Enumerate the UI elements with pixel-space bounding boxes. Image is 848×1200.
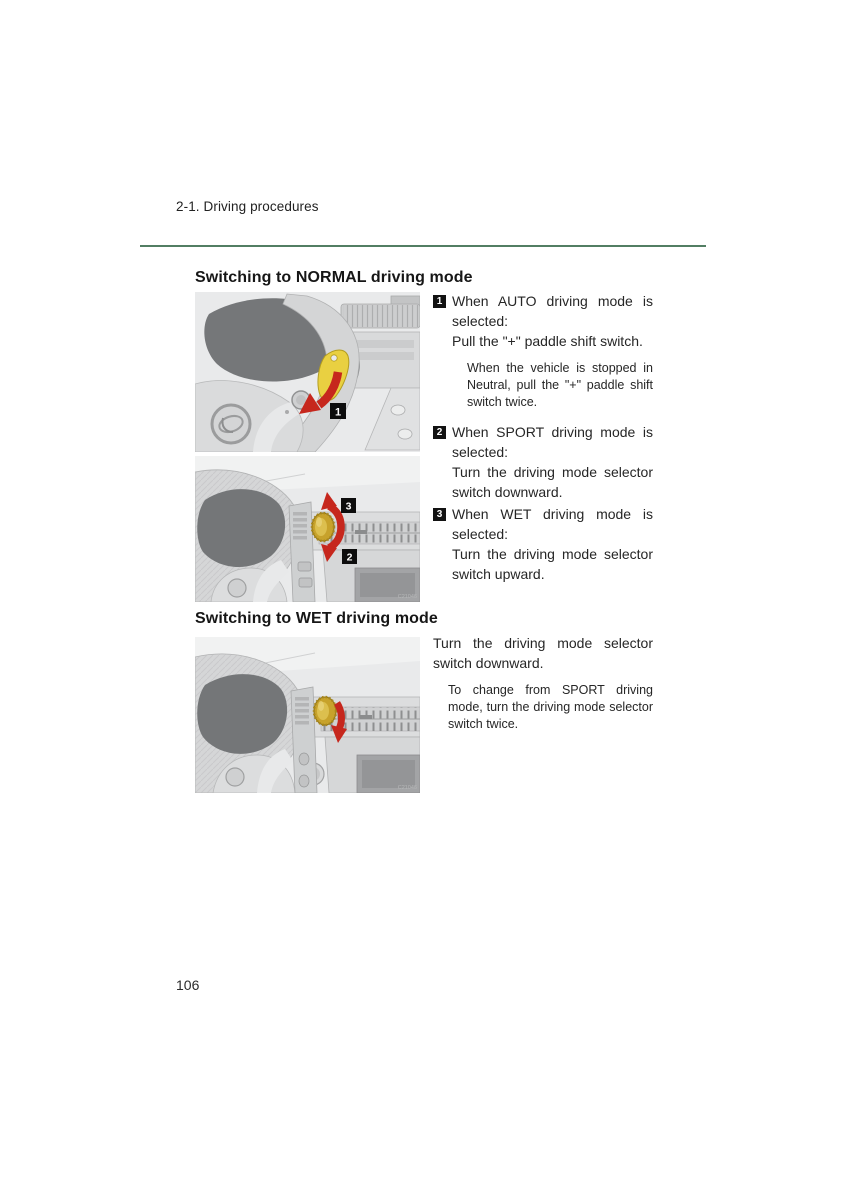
mode-selector-illustration	[195, 456, 420, 602]
page-number: 106	[176, 977, 200, 993]
note-text: When the vehicle is stopped in Neutral, pull the "+" paddle shift switch twice.	[467, 361, 653, 409]
paragraph-text: Turn the driving mode selector switch downward.	[433, 635, 653, 671]
normal-mode-instructions	[433, 291, 653, 586]
lexus-emblem-icon	[212, 405, 250, 443]
mode-selector-knob	[314, 697, 336, 725]
breadcrumb: 2-1. Driving procedures	[176, 199, 319, 214]
note-text: To change from SPORT driving mode, turn the driving mode selector switch twice.	[448, 683, 653, 731]
action-text: Pull the "+" paddle shift switch.	[452, 333, 643, 349]
step-marker: 1	[433, 295, 446, 308]
list-item	[433, 422, 653, 502]
paddle-shift-illustration	[195, 292, 420, 452]
action-text: Turn the driving mode selector switch downward.	[452, 464, 653, 500]
heading-wet-mode: Switching to WET driving mode	[195, 610, 438, 627]
svg-text:1: 1	[334, 406, 342, 419]
mode-selector-knob	[312, 513, 334, 541]
figure-mode-selector-down	[195, 637, 420, 793]
heading-normal-mode: Switching to NORMAL driving mode	[195, 269, 473, 286]
step-marker: 3	[433, 508, 446, 521]
section-divider-rule	[140, 245, 706, 247]
callout-3	[341, 498, 356, 513]
condition-text: When WET driving mode is selected:	[452, 506, 653, 542]
list-item	[433, 291, 653, 420]
mode-selector-down-illustration	[195, 637, 420, 793]
figure-mode-selector-updown	[195, 456, 420, 602]
svg-text:3: 3	[345, 500, 352, 513]
condition-text: When AUTO driving mode is selected:	[452, 293, 653, 329]
figure-code-watermark: C21046	[397, 785, 417, 791]
callout-2	[342, 549, 357, 564]
list-item	[433, 504, 653, 584]
step-marker: 2	[433, 426, 446, 439]
figure-code-watermark: C21046	[397, 594, 417, 600]
condition-text: When SPORT driving mode is selected:	[452, 424, 653, 460]
figure-paddle-shift	[195, 292, 420, 452]
wet-mode-instructions	[433, 633, 653, 742]
svg-text:2: 2	[346, 551, 353, 564]
callout-1	[330, 403, 346, 419]
action-text: Turn the driving mode selector switch upward.	[452, 546, 653, 582]
